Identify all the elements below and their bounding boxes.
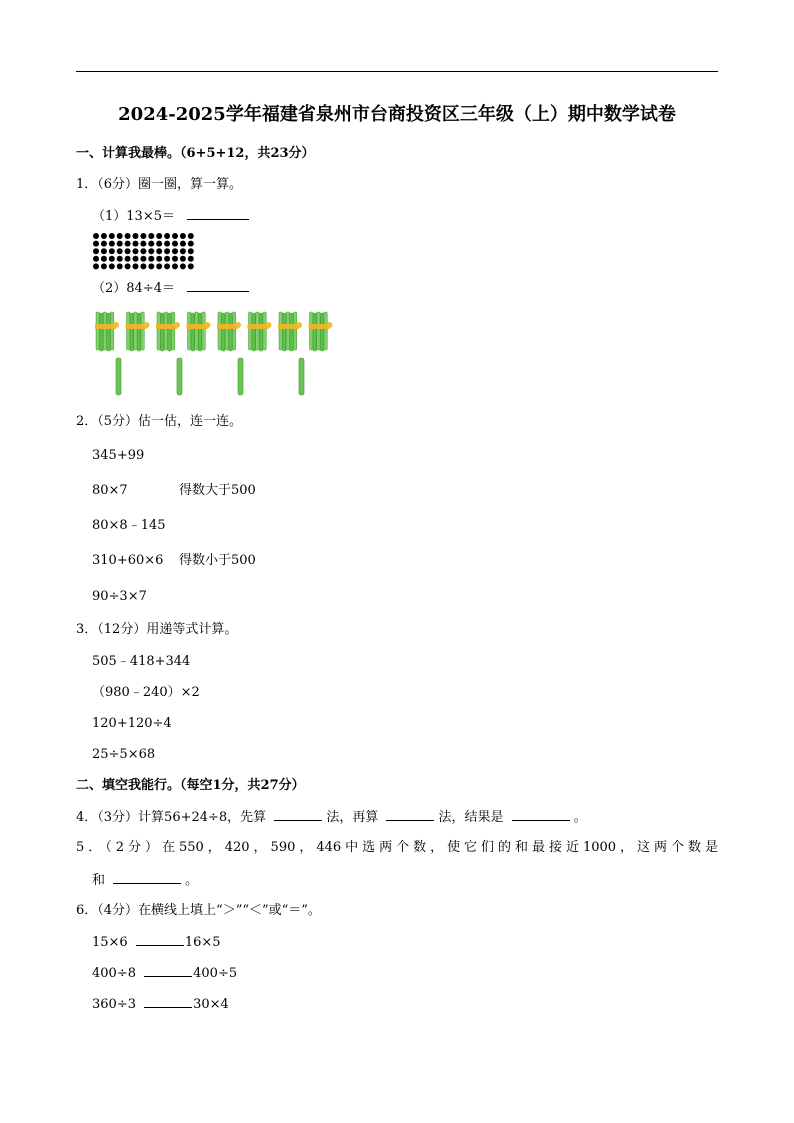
question-1-part-2 (92, 280, 249, 297)
dot (109, 233, 115, 239)
dot (117, 263, 123, 269)
stick-bundle (156, 312, 180, 351)
dot (117, 241, 123, 247)
dot (172, 233, 178, 239)
dot (117, 256, 123, 262)
dot (156, 263, 162, 269)
estimate-expression-2: 80×7 (92, 483, 128, 498)
single-stick (238, 358, 243, 395)
dot (148, 248, 154, 254)
question-5-text-end: 。 (185, 873, 199, 888)
dot (109, 256, 115, 262)
dot (109, 241, 115, 247)
section-heading-2: 二、填空我能行。（每空1分，共27分） (76, 778, 305, 793)
dot (164, 263, 170, 269)
compare-left-2: 400÷8 (92, 966, 136, 981)
calc-expression-2: （980﹣240）×2 (92, 685, 200, 700)
stick-bundle (95, 312, 119, 351)
question-4-text-2: 法，再算 (326, 810, 379, 825)
dot (140, 233, 146, 239)
dot (188, 248, 194, 254)
dot (125, 263, 131, 269)
dot (140, 256, 146, 262)
question-6-stem: 6．（4分）在横线上填上“＞”“＜”或“＝”。 (76, 903, 321, 918)
dot (164, 256, 170, 262)
stick-bundle (126, 312, 150, 351)
dot (188, 233, 194, 239)
answer-blank-2[interactable] (187, 280, 249, 292)
question-1-part-1 (92, 208, 249, 225)
question-5-line-1: 5．（2分）在550，420，590，446中选两个数，使它们的和最接近1000，这两个数是 (76, 840, 718, 855)
dot (172, 263, 178, 269)
question-4-text-1: 4．（3分）计算56+24÷8，先算 (76, 810, 267, 825)
answer-blank-4[interactable] (386, 809, 434, 821)
stick-bundles-illustration (94, 310, 344, 398)
question-1-part-2-text: （2）84÷4＝ (92, 281, 175, 296)
dot (148, 241, 154, 247)
dot (133, 256, 139, 262)
question-1-part-1-text: （1）13×5＝ (92, 209, 175, 224)
dot (188, 256, 194, 262)
estimate-expression-4: 310+60×6 (92, 553, 164, 568)
calc-expression-3: 120+120÷4 (92, 716, 172, 731)
answer-blank-7[interactable] (136, 934, 184, 946)
dot (148, 263, 154, 269)
dot (133, 233, 139, 239)
question-4-text-4: 。 (573, 810, 587, 825)
stick-bundle (278, 312, 302, 351)
dot (109, 263, 115, 269)
compare-right-1: 16×5 (184, 935, 221, 950)
answer-blank-3[interactable] (274, 809, 322, 821)
answer-blank-9[interactable] (144, 996, 192, 1008)
calc-expression-4: 25÷5×68 (92, 747, 156, 762)
single-stick (116, 358, 121, 395)
question-1-stem: 1．（6分）圈一圈，算一算。 (76, 177, 243, 192)
dot (101, 256, 107, 262)
dot (133, 263, 139, 269)
dot (156, 233, 162, 239)
dot (93, 263, 99, 269)
dot (101, 241, 107, 247)
dot (180, 241, 186, 247)
dot (93, 256, 99, 262)
dot-array (92, 232, 196, 270)
dot (133, 241, 139, 247)
dot (172, 241, 178, 247)
label-less-than-500: 得数小于500 (179, 553, 256, 568)
dot (125, 241, 131, 247)
dot (93, 248, 99, 254)
dot (93, 241, 99, 247)
dot (125, 248, 131, 254)
dot (180, 248, 186, 254)
dot (125, 233, 131, 239)
compare-item-2 (92, 965, 237, 982)
dot (148, 256, 154, 262)
dot (180, 263, 186, 269)
dot (164, 233, 170, 239)
question-5-line-2 (92, 872, 198, 889)
stick-bundle (309, 312, 333, 351)
page-title: 2024-2025学年福建省泉州市台商投资区三年级（上）期中数学试卷 (118, 104, 676, 125)
stick-bundle (187, 312, 211, 351)
dot (101, 263, 107, 269)
question-4 (76, 809, 587, 826)
question-4-text-3: 法，结果是 (438, 810, 504, 825)
single-stick (177, 358, 182, 395)
question-5-text-and: 和 (92, 873, 106, 888)
dot (117, 233, 123, 239)
dot (188, 241, 194, 247)
dot (156, 256, 162, 262)
calc-expression-1: 505﹣418+344 (92, 654, 191, 669)
dot (117, 248, 123, 254)
dot (93, 233, 99, 239)
dot (156, 248, 162, 254)
dot (109, 248, 115, 254)
compare-left-1: 15×6 (92, 935, 128, 950)
compare-right-3: 30×4 (193, 997, 229, 1012)
header-rule (76, 71, 718, 72)
dot (101, 233, 107, 239)
dot (172, 256, 178, 262)
question-3-stem: 3．（12分）用递等式计算。 (76, 622, 238, 637)
section-heading-1: 一、计算我最棒。（6+5+12，共23分） (76, 146, 315, 161)
stick-bundle (248, 312, 272, 351)
dot (156, 241, 162, 247)
dot (188, 263, 194, 269)
dot (133, 248, 139, 254)
dot (172, 248, 178, 254)
single-stick (299, 358, 304, 395)
dot (140, 241, 146, 247)
estimate-expression-3: 80×8﹣145 (92, 518, 166, 533)
compare-right-2: 400÷5 (193, 966, 238, 981)
label-greater-than-500: 得数大于500 (179, 483, 256, 498)
dot (180, 256, 186, 262)
dot (101, 248, 107, 254)
dot (125, 256, 131, 262)
answer-blank-6[interactable] (113, 872, 181, 884)
dot (164, 248, 170, 254)
compare-item-3 (92, 996, 229, 1013)
estimate-expression-1: 345+99 (92, 448, 145, 463)
compare-left-3: 360÷3 (92, 997, 136, 1012)
answer-blank-1[interactable] (187, 208, 249, 220)
question-2-stem: 2．（5分）估一估，连一连。 (76, 414, 243, 429)
compare-item-1 (92, 934, 221, 951)
dot (164, 241, 170, 247)
estimate-expression-5: 90÷3×7 (92, 589, 147, 604)
answer-blank-5[interactable] (512, 809, 570, 821)
dot (148, 233, 154, 239)
dot (140, 263, 146, 269)
answer-blank-8[interactable] (144, 965, 192, 977)
dot (180, 233, 186, 239)
stick-bundle (217, 312, 241, 351)
dot (140, 248, 146, 254)
